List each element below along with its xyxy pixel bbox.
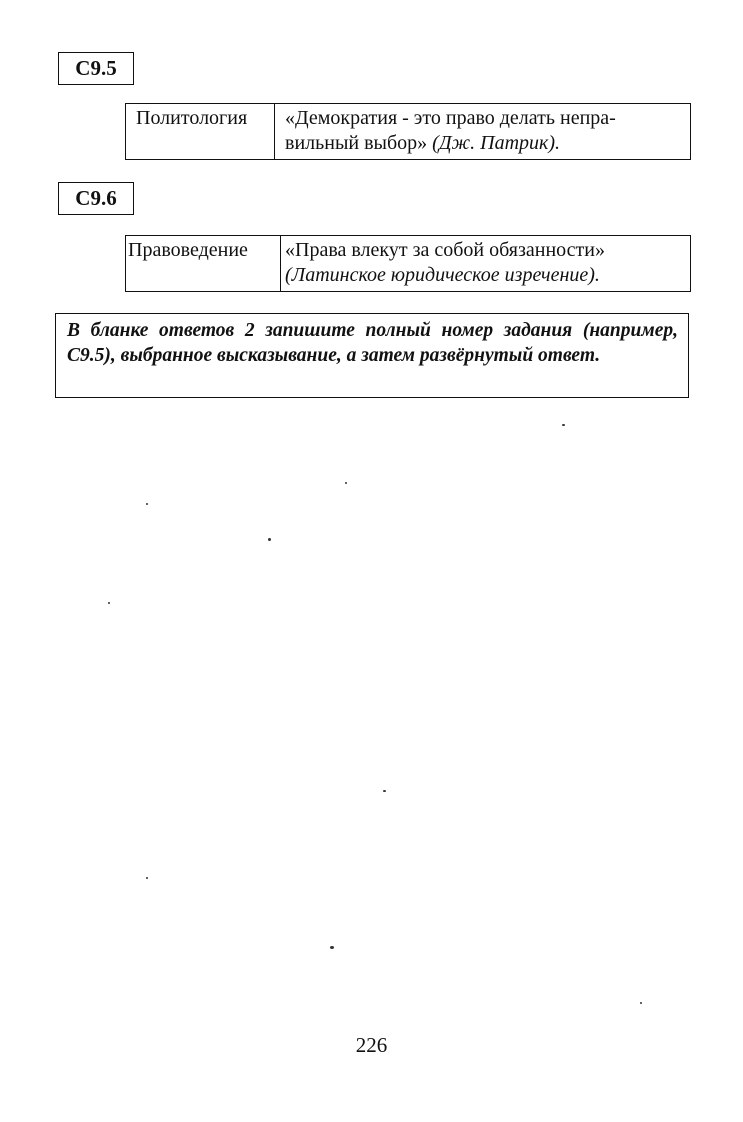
page-number: 226 bbox=[355, 1033, 388, 1057]
quote-text-line1: «Демократия - это право делать непра- bbox=[285, 107, 616, 129]
scan-speck bbox=[146, 877, 148, 879]
topic-table-c9-5 bbox=[125, 103, 691, 160]
instruction-box: В бланке ответов 2 запишите полный номер задания (например, С9.5), выбранное высказывание, а затем развёрнутый ответ. bbox=[55, 313, 689, 398]
quote-cell bbox=[281, 236, 691, 292]
quote-source: (Латинское юридическое изречение). bbox=[285, 264, 600, 286]
quote-text-line1: «Права влекут за собой обязанности» bbox=[285, 239, 605, 261]
scan-speck bbox=[108, 602, 110, 604]
task-label-c9-6: С9.6 bbox=[58, 182, 134, 215]
quote-cell bbox=[275, 104, 691, 160]
topic-cell: Правоведение bbox=[126, 236, 281, 292]
quote-text-line2: вильный выбор» bbox=[285, 132, 428, 154]
quote-source: (Дж. Патрик). bbox=[432, 132, 561, 154]
table-row bbox=[126, 104, 691, 160]
scan-speck bbox=[562, 424, 565, 426]
scan-speck bbox=[640, 1002, 642, 1004]
topic-cell: Политология bbox=[126, 104, 275, 160]
scan-speck bbox=[383, 790, 386, 792]
task-label-c9-5: С9.5 bbox=[58, 52, 134, 85]
scan-speck bbox=[146, 503, 148, 505]
topic-table-c9-6 bbox=[125, 235, 691, 292]
table-row bbox=[126, 236, 691, 292]
scan-speck bbox=[268, 538, 271, 541]
scan-speck bbox=[330, 946, 334, 949]
scan-speck bbox=[345, 482, 347, 484]
